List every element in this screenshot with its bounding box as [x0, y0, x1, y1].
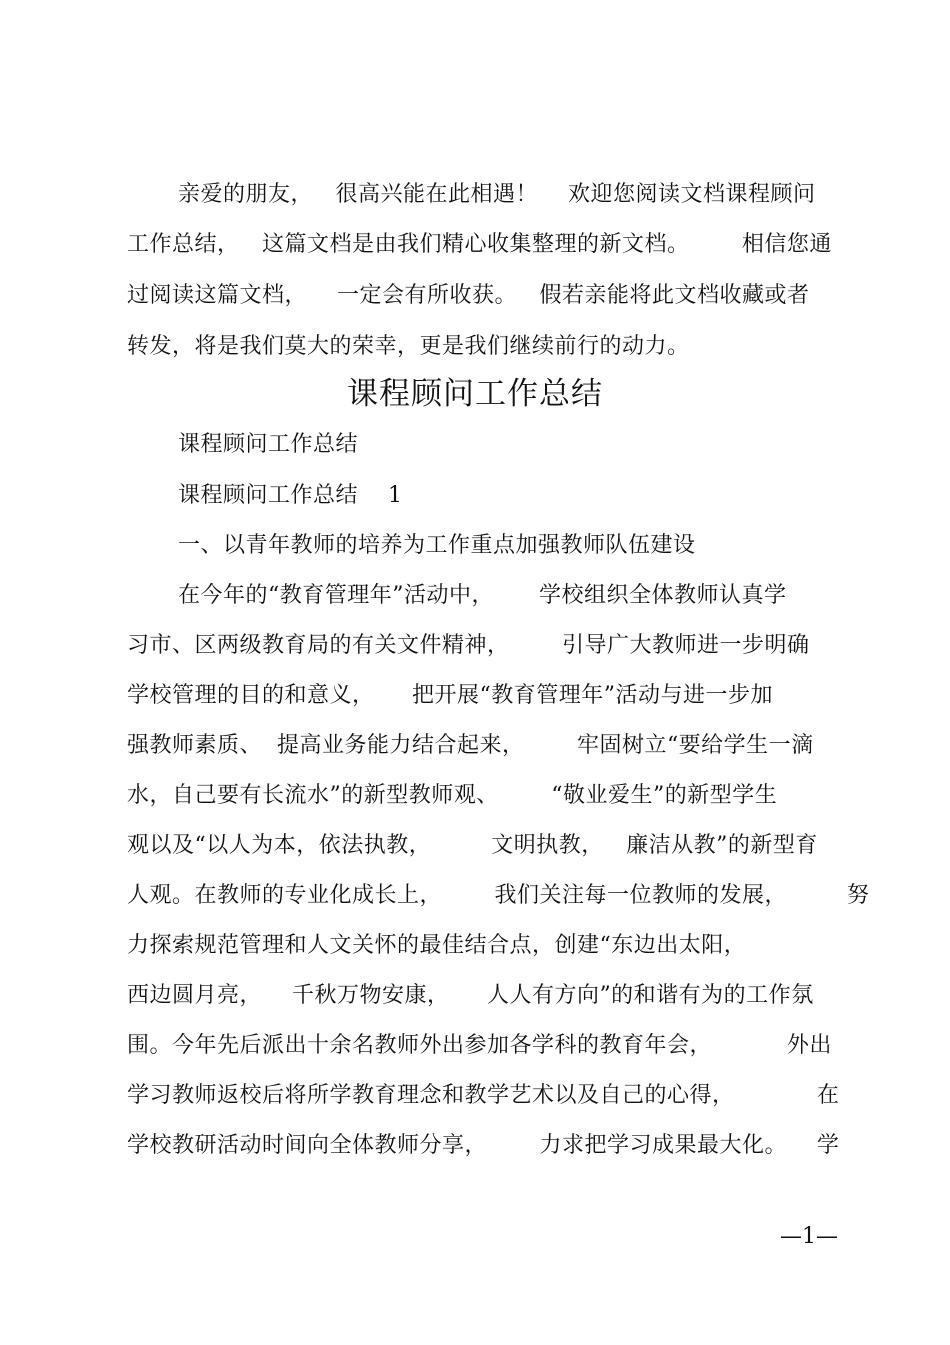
- body-line: 力探索规范管理和人文关怀的最佳结合点，创建“东边出太阳，: [127, 933, 747, 958]
- intro-line: 工作总结， 这篇文档是由我们精心收集整理的新文档。 相信您通: [127, 232, 832, 257]
- intro-line: 过阅读这篇文档， 一定会有所收获。 假若亲能将此文档收藏或者: [127, 283, 810, 308]
- body-line: 围。今年先后派出十余名教师外出参加各学科的教育年会， 外出: [127, 1033, 832, 1058]
- point-heading: 一、以青年教师的培养为工作重点加强教师队伍建设: [178, 533, 696, 558]
- intro-line: 亲爱的朋友， 很高兴能在此相遇！ 欢迎您阅读文档课程顾问: [178, 182, 816, 207]
- body-line: 水，自己要有长流水”的新型教师观、 “敬业爱生”的新型学生: [127, 783, 778, 808]
- body-line: 学习教师返校后将所学教育理念和教学艺术以及自己的心得， 在: [127, 1083, 840, 1108]
- page-number: —1—: [780, 1224, 838, 1249]
- body-line: 人观。在教师的专业化成长上， 我们关注每一位教师的发展， 努: [127, 883, 870, 908]
- body-line: 观以及“以人为本，依法执教， 文明执教， 廉洁从教”的新型育: [127, 833, 818, 858]
- intro-line: 转发，将是我们莫大的荣幸，更是我们继续前行的动力。: [127, 334, 690, 359]
- body-line: 习市、区两级教育局的有关文件精神， 引导广大教师进一步明确: [127, 633, 810, 658]
- body-line: 强教师素质、 提高业务能力结合起来， 牢固树立“要给学生一滴: [127, 733, 814, 758]
- body-line: 在今年的“教育管理年”活动中， 学校组织全体教师认真学: [178, 583, 787, 608]
- section-heading: 课程顾问工作总结 1: [178, 483, 403, 508]
- body-line: 学校管理的目的和意义， 把开展“教育管理年”活动与进一步加: [127, 683, 773, 708]
- body-line: 西边圆月亮， 千秋万物安康， 人人有方向”的和谐有为的工作氛: [127, 983, 814, 1008]
- document-title: 课程顾问工作总结: [347, 376, 603, 412]
- subtitle: 课程顾问工作总结: [178, 432, 359, 457]
- body-line: 学校教研活动时间向全体教师分享， 力求把学习成果最大化。 学: [127, 1133, 840, 1158]
